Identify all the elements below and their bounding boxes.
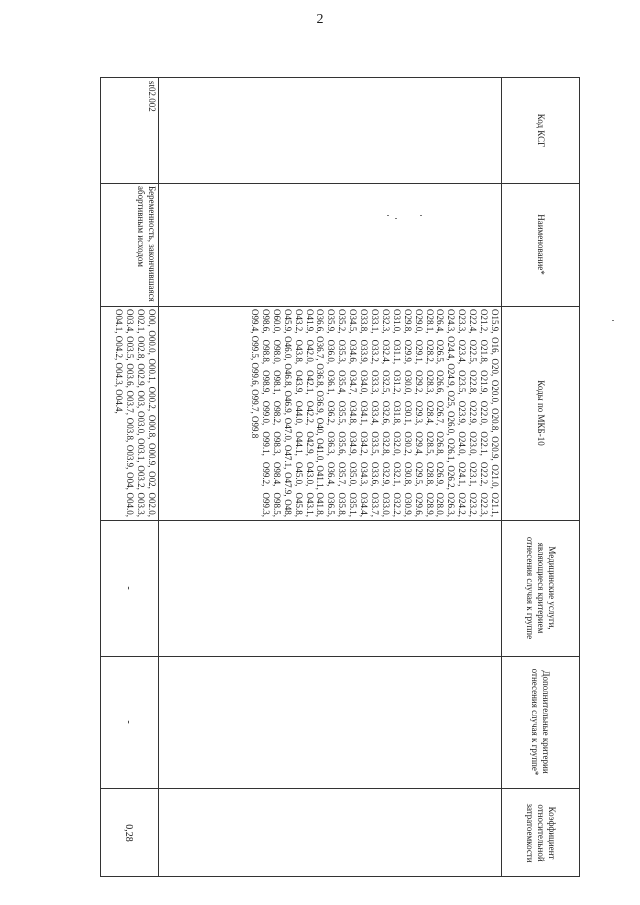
header-name: Наименование*: [536, 214, 546, 275]
row2-mkb-codes: О00, О00.0, О00.1, О00.2, О00.8, О00.9, О02, О02.0, О02.1, О02.8, О02.9, О03, О03.0, О03.1, О03.2, О03.3, О03.4, О03.5, О03.6, О03.7, О03.8, О03.9, О04, О04.0, О04.1, О04.2, О04.3, О04.4,: [114, 309, 157, 517]
ksg-table: [100, 77, 580, 877]
row1-mkb-codes: О15.9, О16, О20, О20.0, О20.8, О20.9, О21.0, О21.1, О21.2, О21.8, О21.9, О22.0, О22.1, О22.2, О22.3, О22.4, О22.5, О22.8, О22.9, О23.0, О23.1, О23.2, О23.3, О23.4, О23.5, О23.9, О24.0, О24.1, О24.2, О24.3, О24.4, О24.9, О25, О26.0, О26.1, О26.2, О26.3, О26.4, О26.5, О26.6, О26.7, О26.8, О26.9, О28.0, О28.1, О28.2, О28.3, О28.4, О28.5, О28.8, О28.9, О29.0, О29.1, О29.2, О29.3, О29.4, О29.5, О29.6, О29.8, О29.9, О30.0, О30.1, О30.2, О30.8, О30.9, О31.0, О31.1, О31.2, О31.8, О32.0, О32.1, О32.2, О32.3, О32.4, О32.5, О32.6, О32.8, О32.9, О33.0, О33.1, О33.2, О33.3, О33.4, О33.5, О33.6, О33.7, О33.8, О33.9, О34.0, О34.1, О34.2, О34.3, О34.4, О34.5, О34.6, О34.7, О34.8, О34.9, О35.0, О35.1, О35.2, О35.3, О35.4, О35.5, О35.6, О35.7, О35.8, О35.9, О36.0, О36.1, О36.2, О36.3, О36.4, О36.5, О36.6, О36.7, О36.8, О36.9, О40, О41.0, О41.1, О41.8, О41.9, О42.0, О42.1, О42.2, О42.9, О43.0, О43.1, О43.2, О43.8, О43.9, О44.0, О44.1, О45.0, О45.8, О45.9, О46.0, О46.8, О46.9, О47.0, О47.1, О47.9, О48, О60.0, О98.0, О98.1, О98.2, О98.3, О98.4, О98.5, О98.6, О98.8, О98.9, О99.0, О99.1, О99.2, О99.3, О99.4, О99.5, О99.6, О99.7, О99.8: [250, 309, 500, 517]
row1-name: [159, 183, 502, 306]
row1-coef: [159, 788, 502, 878]
row2-extra: -: [123, 720, 135, 724]
header-services: Медицинские услуги, являющиеся критерием отнесения случая к группе: [525, 536, 557, 640]
row2-services: -: [123, 586, 135, 590]
header-extra: Дополнительные критерии отнесения случая к группе*: [530, 668, 552, 776]
row1-services: [159, 520, 502, 656]
header-coef: Коэффициент относительной затратоемкости: [525, 803, 557, 863]
page-number: 2: [316, 12, 324, 27]
row2-code: st02.002: [147, 81, 157, 112]
header-code: Код КСГ: [536, 113, 546, 148]
header-mkb: Коды по МКБ-10: [536, 380, 546, 446]
scan-mark: [612, 320, 614, 321]
row1-code: [159, 78, 502, 183]
rotated-table-wrapper: [100, 77, 580, 877]
row1-extra: [159, 656, 502, 788]
row2-name: Беременность, закончившаяся абортивным исходом: [136, 186, 157, 302]
row2-coef: 0,28: [123, 824, 135, 842]
